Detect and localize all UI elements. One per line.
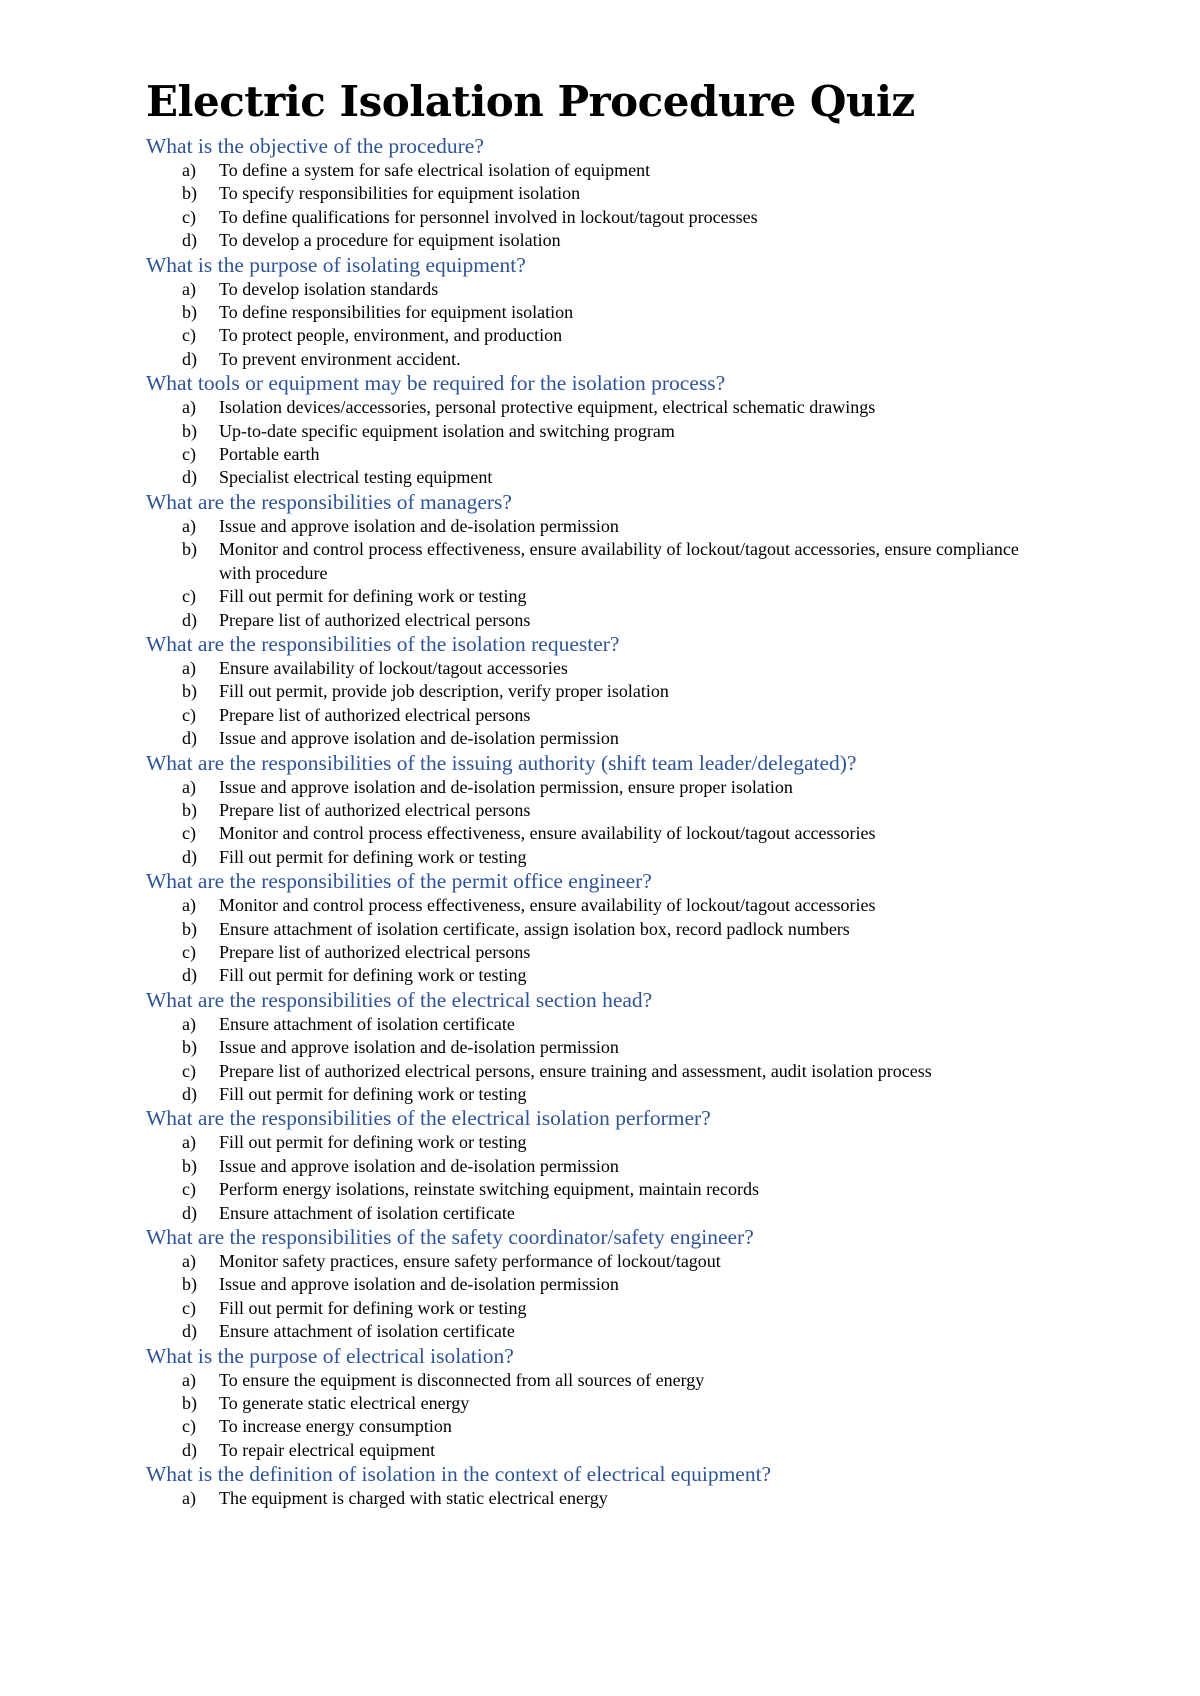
answer-option — [146, 420, 1046, 443]
option-letter: b) — [182, 1393, 197, 1414]
option-letter: c) — [182, 444, 196, 465]
option-text: Monitor safety practices, ensure safety performance of lockout/tagout — [219, 1251, 721, 1272]
option-text: Ensure attachment of isolation certificate — [219, 1202, 515, 1223]
option-letter: d) — [182, 348, 197, 369]
option-letter: a) — [182, 1369, 196, 1390]
answer-option — [146, 396, 1046, 419]
quiz-question — [146, 1344, 1046, 1463]
quiz-question — [146, 632, 1046, 751]
quiz-question — [146, 1225, 1046, 1344]
quiz-question-list — [146, 134, 1046, 1511]
option-letter: a) — [182, 1488, 196, 1509]
option-text: Fill out permit for defining work or testing — [219, 1132, 527, 1153]
option-text: To specify responsibilities for equipment isolation — [219, 183, 581, 204]
answer-option — [146, 964, 1046, 987]
option-letter: b) — [182, 681, 197, 702]
answer-option — [146, 1320, 1046, 1343]
option-letter: c) — [182, 823, 196, 844]
answer-options — [146, 1131, 1046, 1225]
option-letter: a) — [182, 397, 196, 418]
answer-option — [146, 182, 1046, 205]
answer-options — [146, 159, 1046, 253]
quiz-question — [146, 751, 1046, 870]
answer-option — [146, 348, 1046, 371]
option-text: To develop a procedure for equipment isolation — [219, 230, 561, 251]
option-text: Prepare list of authorized electrical persons — [219, 941, 531, 962]
answer-option — [146, 1155, 1046, 1178]
option-letter: d) — [182, 467, 197, 488]
option-letter: d) — [182, 609, 197, 630]
document-title: Electric Isolation Procedure Quiz — [146, 77, 915, 126]
option-text: To generate static electrical energy — [219, 1393, 470, 1414]
option-text: To increase energy consumption — [219, 1416, 452, 1437]
option-letter: a) — [182, 1251, 196, 1272]
answer-options — [146, 1487, 1046, 1510]
answer-option — [146, 1273, 1046, 1296]
question-text: What are the responsibilities of the safety coordinator/safety engineer? — [146, 1225, 754, 1250]
question-text: What is the purpose of isolating equipment? — [146, 252, 526, 277]
option-text: To define qualifications for personnel involved in lockout/tagout processes — [219, 206, 758, 227]
answer-option — [146, 704, 1046, 727]
option-text: Fill out permit for defining work or testing — [219, 586, 527, 607]
answer-option — [146, 324, 1046, 347]
option-text: Issue and approve isolation and de-isolation permission — [219, 728, 619, 749]
answer-option — [146, 1250, 1046, 1273]
option-text: Ensure attachment of isolation certificate, assign isolation box, record padlock numbers — [219, 918, 850, 939]
question-text: What is the objective of the procedure? — [146, 134, 484, 158]
option-letter: d) — [182, 1084, 197, 1104]
answer-option — [146, 727, 1046, 750]
answer-option — [146, 894, 1046, 917]
option-text: Ensure attachment of isolation certificate — [219, 1321, 515, 1342]
option-text: The equipment is charged with static electrical energy — [219, 1488, 608, 1509]
quiz-question — [146, 253, 1046, 372]
quiz-question — [146, 988, 1046, 1107]
option-text: Issue and approve isolation and de-isolation permission — [219, 515, 619, 536]
answer-option — [146, 278, 1046, 301]
quiz-question — [146, 1462, 1046, 1510]
answer-option — [146, 585, 1046, 608]
answer-options — [146, 1013, 1046, 1107]
option-letter: b) — [182, 1274, 197, 1295]
option-letter: a) — [182, 1013, 196, 1034]
answer-option — [146, 1487, 1046, 1510]
question-text: What are the responsibilities of the electrical isolation performer? — [146, 1106, 711, 1131]
option-text: Issue and approve isolation and de-isolation permission — [219, 1274, 619, 1295]
option-text: Portable earth — [219, 444, 320, 465]
answer-option — [146, 1178, 1046, 1201]
option-letter: b) — [182, 183, 197, 204]
option-text: Isolation devices/accessories, personal protective equipment, electrical schematic drawings — [219, 397, 876, 418]
option-text: Prepare list of authorized electrical persons — [219, 609, 531, 630]
question-text: What are the responsibilities of managers? — [146, 489, 512, 514]
option-text: Monitor and control process effectiveness, ensure availability of lockout/tagout accessories — [219, 895, 876, 916]
answer-option — [146, 918, 1046, 941]
option-letter: c) — [182, 586, 196, 607]
answer-option — [146, 1439, 1046, 1462]
option-text: Up-to-date specific equipment isolation and switching program — [219, 420, 675, 441]
answer-option — [146, 1415, 1046, 1438]
option-text: Issue and approve isolation and de-isolation permission — [219, 1155, 619, 1176]
answer-option — [146, 1202, 1046, 1225]
answer-option — [146, 822, 1046, 845]
answer-options — [146, 1250, 1046, 1344]
answer-option — [146, 159, 1046, 182]
option-letter: b) — [182, 1155, 197, 1176]
answer-option — [146, 799, 1046, 822]
answer-option — [146, 515, 1046, 538]
answer-options — [146, 657, 1046, 751]
option-letter: a) — [182, 895, 196, 916]
answer-option — [146, 1060, 1046, 1083]
option-letter: c) — [182, 1060, 196, 1081]
answer-option — [146, 443, 1046, 466]
option-text: Prepare list of authorized electrical persons — [219, 704, 531, 725]
question-text: What is the definition of isolation in the context of electrical equipment? — [146, 1462, 772, 1487]
answer-option — [146, 1369, 1046, 1392]
answer-option — [146, 1392, 1046, 1415]
option-letter: a) — [182, 1132, 196, 1153]
answer-option — [146, 609, 1046, 632]
answer-option — [146, 1131, 1046, 1154]
question-text: What are the responsibilities of the isolation requester? — [146, 631, 620, 656]
option-text: Prepare list of authorized electrical persons, ensure training and assessment, audit isolation process — [219, 1060, 932, 1081]
answer-option — [146, 1036, 1046, 1059]
option-text: Prepare list of authorized electrical persons — [219, 799, 531, 820]
question-text: What are the responsibilities of the issuing authority (shift team leader/delegated)? — [146, 750, 857, 775]
option-letter: d) — [182, 1202, 197, 1223]
option-letter: d) — [182, 728, 197, 749]
answer-options — [146, 278, 1046, 372]
option-letter: a) — [182, 776, 196, 797]
option-text: To prevent environment accident. — [219, 348, 461, 369]
option-text: Ensure availability of lockout/tagout accessories — [219, 657, 568, 678]
answer-options — [146, 776, 1046, 870]
option-text: Fill out permit for defining work or testing — [219, 1084, 527, 1104]
answer-option — [146, 206, 1046, 229]
option-letter: a) — [182, 515, 196, 536]
option-letter: a) — [182, 278, 196, 299]
option-text: Fill out permit, provide job description, verify proper isolation — [219, 681, 669, 702]
quiz-question — [146, 1106, 1046, 1225]
question-text: What are the responsibilities of the permit office engineer? — [146, 869, 652, 894]
question-text: What tools or equipment may be required for the isolation process? — [146, 371, 726, 396]
option-text: Specialist electrical testing equipment — [219, 467, 493, 488]
option-text: To define a system for safe electrical isolation of equipment — [219, 160, 651, 180]
option-text: Fill out permit for defining work or testing — [219, 965, 527, 986]
quiz-question — [146, 134, 1046, 253]
quiz-question — [146, 869, 1046, 988]
answer-option — [146, 229, 1046, 252]
option-text: To ensure the equipment is disconnected from all sources of energy — [219, 1369, 705, 1390]
option-text: Monitor and control process effectiveness, ensure availability of lockout/tagout accessories, ensure compliance with procedure — [219, 539, 1019, 583]
option-letter: c) — [182, 1179, 196, 1200]
option-letter: b) — [182, 918, 197, 939]
option-letter: d) — [182, 846, 197, 867]
option-text: Perform energy isolations, reinstate switching equipment, maintain records — [219, 1179, 760, 1200]
answer-options — [146, 1369, 1046, 1463]
option-letter: c) — [182, 704, 196, 725]
option-text: Ensure attachment of isolation certificate — [219, 1013, 515, 1034]
option-letter: c) — [182, 1297, 196, 1318]
answer-option — [146, 1297, 1046, 1320]
option-letter: c) — [182, 325, 196, 346]
option-text: To protect people, environment, and production — [219, 325, 563, 346]
quiz-question — [146, 490, 1046, 632]
answer-options — [146, 515, 1046, 632]
option-text: Issue and approve isolation and de-isolation permission, ensure proper isolation — [219, 776, 793, 797]
answer-option — [146, 538, 1046, 585]
option-letter: d) — [182, 1439, 197, 1460]
option-letter: b) — [182, 1037, 197, 1058]
answer-option — [146, 1083, 1046, 1106]
answer-option — [146, 466, 1046, 489]
answer-option — [146, 1013, 1046, 1036]
question-text: What is the purpose of electrical isolation? — [146, 1343, 514, 1368]
option-text: Issue and approve isolation and de-isolation permission — [219, 1037, 619, 1058]
option-letter: c) — [182, 206, 196, 227]
option-letter: b) — [182, 539, 197, 560]
option-text: Fill out permit for defining work or testing — [219, 1297, 527, 1318]
option-text: To develop isolation standards — [219, 278, 439, 299]
option-letter: c) — [182, 1416, 196, 1437]
option-letter: b) — [182, 302, 197, 323]
document-content — [146, 74, 1046, 1511]
option-text: Fill out permit for defining work or testing — [219, 846, 527, 867]
option-letter: d) — [182, 965, 197, 986]
question-text: What are the responsibilities of the electrical section head? — [146, 987, 653, 1012]
answer-option — [146, 941, 1046, 964]
option-letter: d) — [182, 1321, 197, 1342]
option-letter: b) — [182, 799, 197, 820]
quiz-question — [146, 371, 1046, 490]
answer-options — [146, 396, 1046, 490]
answer-option — [146, 657, 1046, 680]
answer-option — [146, 846, 1046, 869]
answer-option — [146, 680, 1046, 703]
option-letter: a) — [182, 657, 196, 678]
option-letter: a) — [182, 160, 196, 180]
option-text: To define responsibilities for equipment isolation — [219, 302, 574, 323]
option-letter: b) — [182, 420, 197, 441]
answer-options — [146, 894, 1046, 988]
answer-option — [146, 776, 1046, 799]
option-letter: d) — [182, 230, 197, 251]
answer-option — [146, 301, 1046, 324]
option-text: To repair electrical equipment — [219, 1439, 436, 1460]
option-text: Monitor and control process effectiveness, ensure availability of lockout/tagout accessories — [219, 823, 876, 844]
option-letter: c) — [182, 941, 196, 962]
